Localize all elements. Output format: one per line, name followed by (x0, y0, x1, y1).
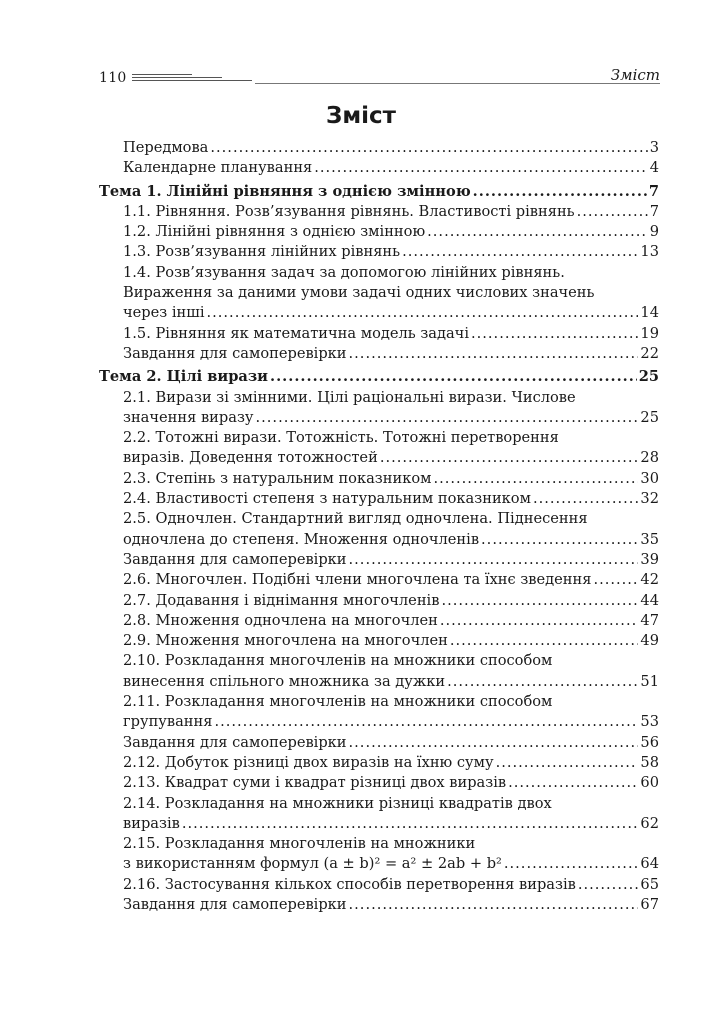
toc-entry-row (123, 875, 659, 895)
toc-entry-text: 2.6. Многочлен. Подібні члени многочлена та їхнє зведення (123, 571, 592, 589)
toc-entry-text: 2.14. Розкладання на множники різниці квадратів двох (123, 794, 552, 812)
toc-entry-row (123, 773, 659, 793)
toc-entry[interactable] (99, 138, 659, 158)
dot-leader (577, 202, 648, 222)
toc-page-number: 28 (640, 449, 659, 467)
toc-entry[interactable] (99, 344, 659, 364)
toc-entry-text: винесення спільного множника за дужки (123, 672, 446, 690)
dot-leader (427, 222, 648, 242)
toc-entry-row (123, 530, 659, 550)
toc-entry-text: 1.4. Розв’язування задач за допомогою лінійних рівнянь. (123, 263, 565, 281)
dot-leader (450, 631, 639, 651)
toc-entry[interactable] (99, 263, 659, 324)
toc-page-number: 19 (640, 324, 659, 342)
toc-entry-text: 2.7. Додавання і віднімання многочленів (123, 591, 440, 609)
toc-page-number: 53 (640, 713, 659, 731)
toc-entry-text: 1.1. Рівняння. Розв’язування рівнянь. Властивості рівнянь (123, 202, 575, 220)
toc-entry-text: Завдання для самоперевірки (123, 895, 347, 913)
toc-entry-text: одночлена до степеня. Множення одночленів (123, 530, 480, 548)
toc-entry-text: Тема 2. Цілі вирази (99, 368, 268, 386)
toc-page-number: 14 (640, 304, 659, 322)
dot-leader (473, 182, 647, 202)
toc-entry-row (123, 591, 659, 611)
page-number: 110 (99, 70, 127, 86)
toc-page-number: 42 (640, 571, 659, 589)
dot-leader (441, 591, 638, 611)
table-of-contents (99, 138, 659, 915)
toc-entry-row (123, 631, 659, 651)
toc-entry[interactable] (99, 388, 659, 429)
toc-page-number: 22 (640, 344, 659, 362)
toc-entry-text: 2.13. Квадрат суми і квадрат різниці двох виразів (123, 774, 507, 792)
toc-page-number: 30 (640, 469, 659, 487)
toc-entry[interactable] (99, 692, 659, 733)
toc-entry-text: виразів. Доведення тотожностей (123, 449, 378, 467)
toc-entry-row (123, 222, 659, 242)
toc-topic-entry[interactable] (99, 367, 659, 387)
toc-entry-row (123, 753, 659, 773)
toc-entry-text: Вираження за даними умови задачі одних числових значень (123, 284, 595, 302)
toc-page-number: 51 (640, 672, 659, 690)
toc-page-number: 47 (640, 611, 659, 629)
header-rule (132, 77, 222, 78)
toc-entry-text: 2.4. Властивості степеня з натуральним показником (123, 490, 531, 508)
toc-page-number: 56 (640, 733, 659, 751)
toc-entry-text: Завдання для самоперевірки (123, 344, 347, 362)
toc-entry-text: Завдання для самоперевірки (123, 550, 347, 568)
header-rule (132, 80, 252, 81)
toc-entry[interactable] (99, 158, 659, 178)
toc-entry-row (123, 550, 659, 570)
toc-entry[interactable] (99, 651, 659, 692)
toc-entry-row (123, 448, 659, 468)
toc-entry-row (99, 367, 659, 387)
toc-entry-text: 1.2. Лінійні рівняння з однією змінною (123, 223, 426, 241)
dot-leader (349, 895, 639, 915)
toc-entry-row (123, 408, 659, 428)
dot-leader (593, 570, 638, 590)
toc-entry-row (123, 570, 659, 590)
toc-entry[interactable] (99, 202, 659, 222)
toc-page-number: 49 (640, 632, 659, 650)
toc-entry-text: значення виразу (123, 408, 254, 426)
toc-entry[interactable] (99, 489, 659, 509)
toc-entry-row (123, 202, 659, 222)
toc-page-number: 65 (640, 875, 659, 893)
dot-leader (508, 773, 638, 793)
toc-page-number: 39 (640, 550, 659, 568)
dot-leader (433, 469, 638, 489)
toc-page-number: 35 (640, 530, 659, 548)
toc-entry-text: 2.5. Одночлен. Стандартний вигляд одночлена. Піднесення (123, 510, 588, 528)
toc-entry-text: 1.5. Рівняння як математична модель задачі (123, 324, 469, 342)
dot-leader (349, 344, 639, 364)
toc-entry-row (123, 814, 659, 834)
dot-leader (481, 530, 638, 550)
toc-entry[interactable] (99, 773, 659, 793)
toc-entry-row (123, 733, 659, 753)
toc-entry[interactable] (99, 733, 659, 753)
dot-leader (440, 611, 639, 631)
dot-leader (207, 303, 639, 323)
toc-entry[interactable] (99, 591, 659, 611)
toc-entry[interactable] (99, 611, 659, 631)
dot-leader (496, 753, 639, 773)
toc-page-number: 62 (640, 814, 659, 832)
toc-entry[interactable] (99, 242, 659, 262)
dot-leader (504, 854, 639, 874)
toc-entry-text: Передмова (123, 139, 209, 156)
toc-entry-text: виразів (123, 814, 180, 832)
page-title: Зміст (326, 103, 396, 129)
toc-entry-text: 2.16. Застосування кількох способів перетворення виразів (123, 875, 576, 893)
toc-entry-text: 2.9. Множення многочлена на многочлен (123, 632, 448, 650)
toc-entry-text: Завдання для самоперевірки (123, 733, 347, 751)
toc-entry-row (123, 489, 659, 509)
toc-entry-row (123, 611, 659, 631)
toc-page-number: 32 (640, 490, 659, 508)
toc-entry[interactable] (99, 794, 659, 835)
toc-page-number: 3 (649, 139, 659, 156)
toc-page-number: 9 (649, 223, 659, 241)
toc-entry-row (123, 712, 659, 732)
toc-entry-text: 2.11. Розкладання многочленів на множники способом (123, 693, 553, 711)
toc-entry[interactable] (99, 834, 659, 875)
toc-page-number: 67 (640, 895, 659, 913)
toc-entry[interactable] (99, 631, 659, 651)
toc-page-number: 25 (640, 408, 659, 426)
toc-page-number: 60 (640, 774, 659, 792)
dot-leader (182, 814, 639, 834)
toc-entry-row (123, 242, 659, 262)
toc-page-number: 58 (640, 753, 659, 771)
dot-leader (214, 712, 638, 732)
toc-entry[interactable] (99, 753, 659, 773)
toc-topic-entry[interactable] (99, 182, 659, 202)
toc-entry-row (123, 854, 659, 874)
dot-leader (578, 875, 639, 895)
toc-entry-row (123, 895, 659, 915)
dot-leader (270, 367, 637, 387)
toc-entry-text: 2.1. Вирази зі змінними. Цілі раціональні вирази. Числове (123, 388, 576, 406)
dot-leader (380, 448, 639, 468)
toc-page-number: 44 (640, 591, 659, 609)
toc-entry-text: 2.10. Розкладання многочленів на множники способом (123, 652, 553, 670)
running-title: Зміст (610, 66, 660, 84)
toc-entry-row (99, 182, 659, 202)
toc-page-number: 7 (649, 202, 659, 220)
toc-entry[interactable] (99, 509, 659, 550)
toc-entry[interactable] (99, 324, 659, 344)
toc-entry[interactable] (99, 875, 659, 895)
toc-entry-row (123, 138, 659, 158)
dot-leader (471, 324, 638, 344)
dot-leader (349, 733, 639, 753)
toc-entry-text: групування (123, 713, 213, 731)
toc-entry-row (123, 469, 659, 489)
page-header (0, 0, 722, 100)
toc-page-number: 7 (648, 182, 659, 200)
toc-entry-row (123, 303, 659, 323)
toc-entry-row (123, 344, 659, 364)
toc-entry[interactable] (99, 550, 659, 570)
toc-entry-text: через інші (123, 304, 205, 322)
toc-entry-text: 2.3. Степінь з натуральним показником (123, 469, 432, 487)
toc-entry[interactable] (99, 469, 659, 489)
header-rule (132, 74, 192, 75)
dot-leader (402, 242, 638, 262)
dot-leader (256, 408, 639, 428)
dot-leader (533, 489, 638, 509)
dot-leader (210, 138, 647, 158)
dot-leader (314, 158, 647, 178)
toc-entry-text: 2.8. Множення одночлена на многочлен (123, 611, 438, 629)
toc-entry[interactable] (99, 895, 659, 915)
toc-entry-text: 1.3. Розв’язування лінійних рівнянь (123, 243, 401, 261)
toc-page-number: 25 (638, 368, 659, 386)
toc-entry-text: 2.12. Добуток різниці двох виразів на їхню суму (123, 753, 494, 771)
toc-page-number: 13 (640, 243, 659, 261)
dot-leader (349, 550, 639, 570)
toc-entry-row (123, 324, 659, 344)
toc-page-number: 4 (649, 159, 659, 177)
header-rule (255, 83, 660, 84)
toc-entry[interactable] (99, 428, 659, 469)
toc-entry-row (123, 158, 659, 178)
dot-leader (447, 672, 638, 692)
toc-entry-text: Тема 1. Лінійні рівняння з однією змінною (99, 182, 471, 200)
toc-entry-text: 2.2. Тотожні вирази. Тотожність. Тотожні перетворення (123, 429, 559, 447)
toc-entry[interactable] (99, 570, 659, 590)
toc-entry[interactable] (99, 222, 659, 242)
toc-entry-text: Календарне планування (123, 159, 313, 177)
toc-page-number: 64 (640, 855, 659, 873)
toc-entry-text: 2.15. Розкладання многочленів на множники (123, 835, 476, 853)
toc-entry-text: з використанням формул (a ± b)² = a² ± 2ab + b² (123, 855, 502, 873)
toc-entry-row (123, 672, 659, 692)
